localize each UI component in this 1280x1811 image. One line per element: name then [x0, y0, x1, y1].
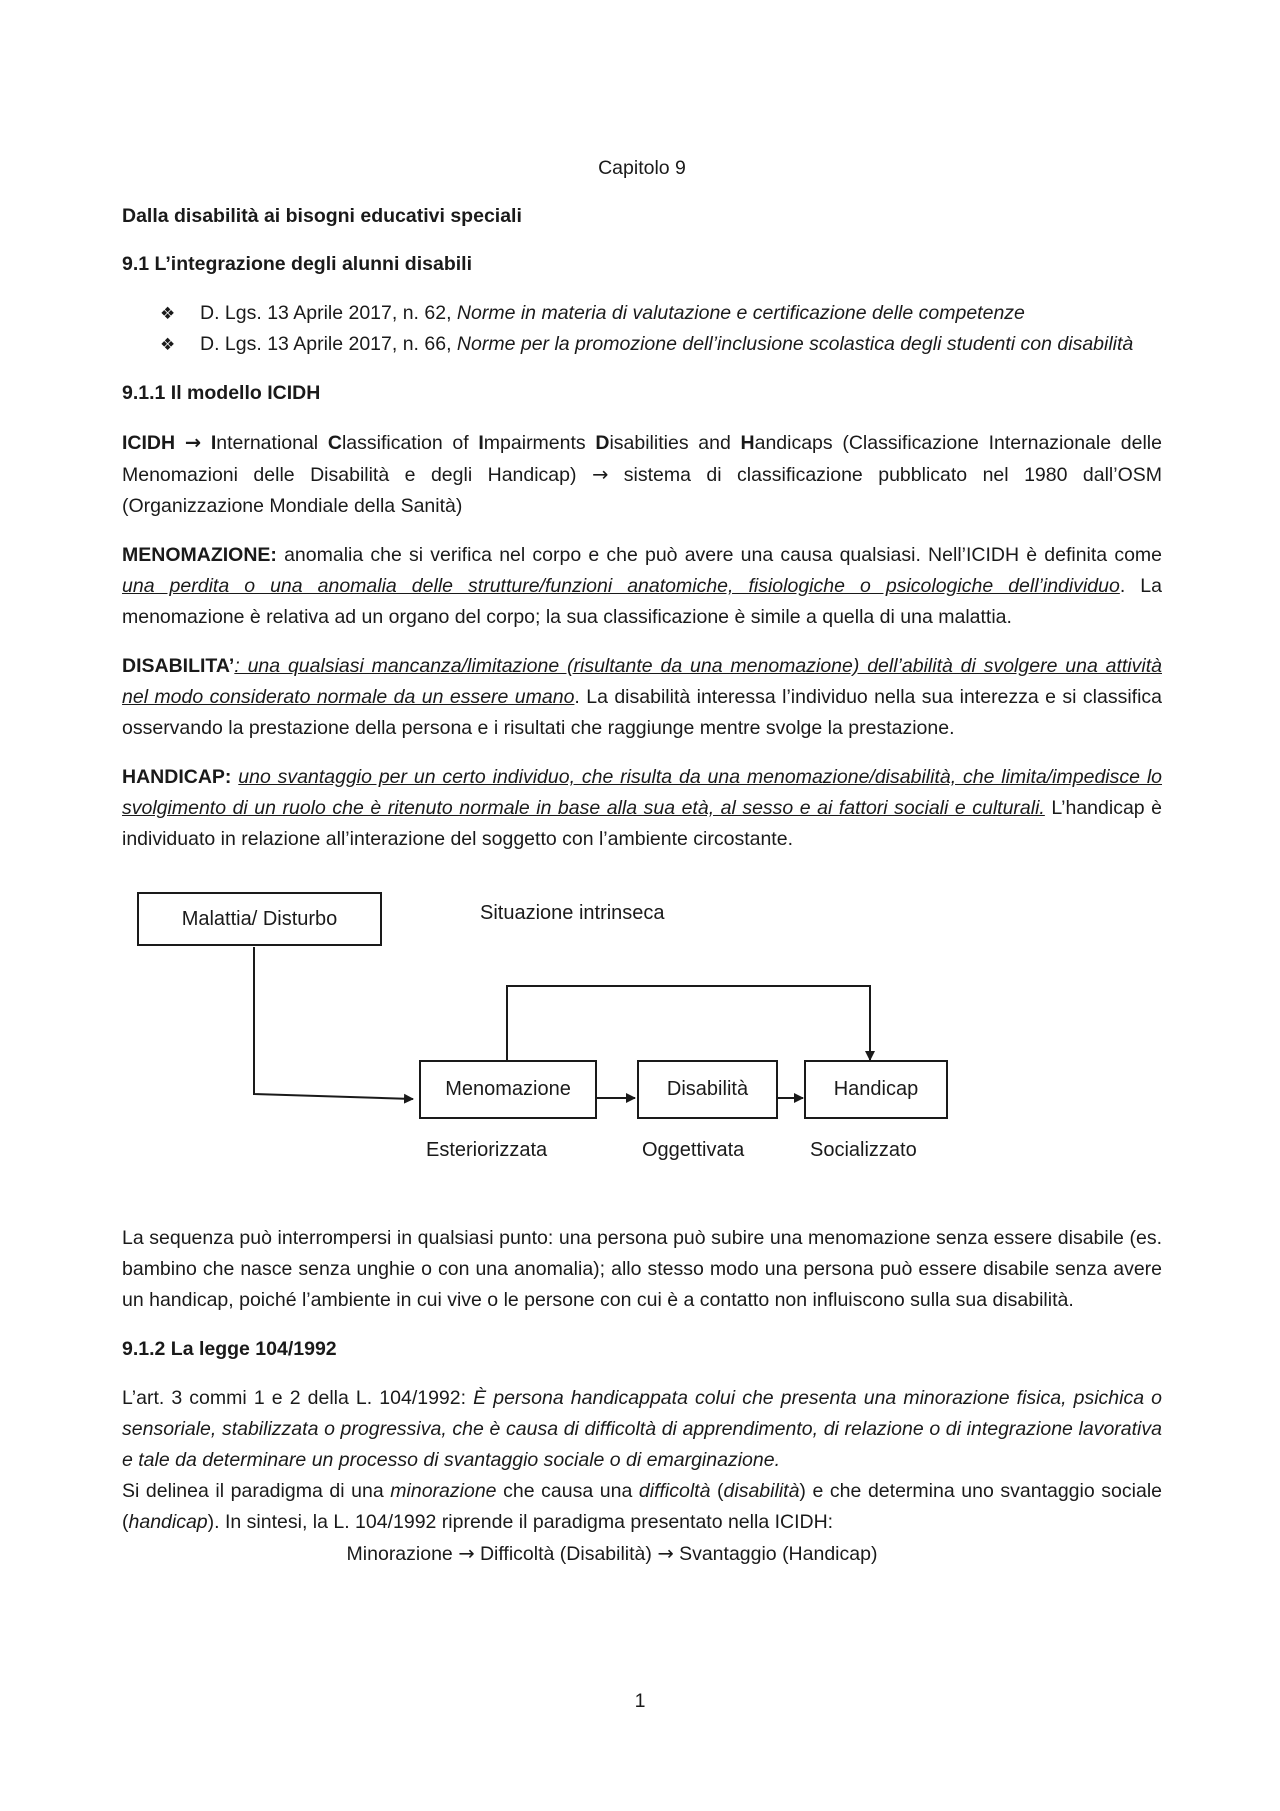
label-situazione-intrinseca: Situazione intrinseca	[480, 902, 665, 924]
definition-text: L’handicap è individuato in relazione all’interazione del soggetto con l’ambiente circostante.	[122, 797, 1163, 850]
chapter-label: Capitolo 9	[598, 157, 686, 179]
acronym-initial: D	[595, 432, 610, 454]
disabilita-paragraph	[122, 651, 1162, 744]
acronym-initial: I	[210, 432, 217, 454]
law-reference-list	[122, 298, 1162, 360]
box-disabilita: Disabilità	[637, 1060, 778, 1119]
sequenza-paragraph: La sequenza può interrompersi in qualsiasi punto: una persona può subire una menomazione senza essere disabile (es. bambino che nasce senza unghie o con una anomalia); allo stesso modo una persona può essere disabile senza avere un handicap, poiché l’ambiente in cui vive o le persone con cui è a contatto non influiscono sulla sua disabilità.	[122, 1227, 1162, 1311]
acronym-initial: C	[327, 432, 342, 454]
icidh-paragraph	[122, 427, 1162, 522]
legge-quote: È persona handicappata colui che presenta una minorazione fisica, psichica o sensoriale, stabilizzata o progressiva, che è causa di difficoltà di apprendimento, di relazione o di integrazione lavorativa e tale da determinare un processo di svantaggio sociale o di emarginazione.	[122, 1387, 1162, 1471]
acronym-word: and	[698, 432, 731, 454]
box-menomazione: Menomazione	[419, 1060, 597, 1119]
legge-intro: L’art. 3 commi 1 e 2 della L. 104/1992:	[122, 1387, 474, 1409]
legge-quote-paragraph	[122, 1383, 1162, 1476]
box-handicap: Handicap	[804, 1060, 948, 1119]
acronym-word: isabilities	[609, 432, 689, 454]
formula-term: Difficoltà (Disabilità)	[474, 1543, 658, 1565]
definition-underlined: : una qualsiasi mancanza/limitazione (risultante da una menomazione) dell’abilità di svolgere una attività nel modo considerato normale da un essere umano	[122, 655, 1162, 708]
arrow-right-icon: →	[184, 431, 202, 454]
disabilita-term: DISABILITA’	[122, 655, 235, 677]
handicap-paragraph	[122, 762, 1162, 855]
list-item-title: Norme per la promozione dell’inclusione scolastica degli studenti con disabilità	[456, 333, 1134, 355]
acronym-initial: I	[478, 432, 484, 454]
formula-term: Minorazione	[346, 1543, 459, 1565]
acronym-initial: H	[740, 432, 755, 454]
menomazione-term: MENOMAZIONE:	[122, 544, 277, 566]
list-item-text: D. Lgs. 13 Aprile 2017, n. 62,	[200, 302, 457, 324]
section-heading-9-1: 9.1 L’integrazione degli alunni disabili	[122, 253, 472, 275]
definition-underlined: uno svantaggio per un certo individuo, che risulta da una menomazione/disabilità, che limita/impedisce lo svolgimento di un ruolo che è ritenuto normale in base alla sua età, al sesso e ai fattori sociali e culturali.	[122, 766, 1162, 819]
paragraph-text: (	[710, 1480, 724, 1502]
diamond-bullet-icon: ❖	[160, 335, 176, 354]
connector-bypass-handicap	[507, 986, 870, 1060]
label-esteriorizzata: Esteriorizzata	[426, 1139, 548, 1161]
acronym-word: mpairments	[483, 432, 586, 454]
paragraph-text: che causa una	[496, 1480, 639, 1502]
paragraph-text: Si delinea il paradigma di una	[122, 1480, 391, 1502]
paradigma-formula	[122, 1538, 1162, 1570]
menomazione-paragraph	[122, 540, 1162, 633]
icidh-translation: (Classificazione Internazionale delle Menomazioni delle Disabilità e degli Handicap)	[122, 432, 1162, 486]
keyword-minorazione: minorazione	[390, 1480, 497, 1502]
list-item	[122, 329, 1162, 360]
definition-text: . La menomazione è relativa ad un organo del corpo; la sua classificazione è simile a quella di una malattia.	[122, 575, 1162, 628]
keyword-disabilita: disabilità	[723, 1480, 800, 1502]
acronym-word: nternational	[216, 432, 319, 454]
section-heading-9-1-2: 9.1.2 La legge 104/1992	[122, 1338, 337, 1360]
formula-term: Svantaggio (Handicap)	[673, 1543, 878, 1565]
list-item	[122, 298, 1162, 329]
list-item-text: D. Lgs. 13 Aprile 2017, n. 66,	[200, 333, 457, 355]
acronym-word: lassification	[341, 432, 443, 454]
box-malattia: Malattia/ Disturbo	[137, 892, 382, 946]
arrow-right-icon: →	[591, 463, 609, 486]
icidh-flow-diagram	[122, 885, 1162, 1215]
icidh-description: sistema di classificazione pubblicato nel 1980 dall’OSM (Organizzazione Mondiale della Sanità)	[122, 464, 1163, 517]
section-heading-9-1-1: 9.1.1 Il modello ICIDH	[122, 382, 321, 404]
page-content	[122, 153, 1162, 1570]
definition-underlined: una perdita o una anomalia delle strutture/funzioni anatomiche, fisiologiche o psicologiche dell’individuo	[122, 575, 1120, 597]
chapter-title: Dalla disabilità ai bisogni educativi speciali	[122, 205, 522, 227]
paragraph-text: ) e che determina uno svantaggio sociale (	[122, 1480, 1162, 1533]
arrow-right-icon: →	[458, 1542, 475, 1565]
keyword-difficolta: difficoltà	[638, 1480, 711, 1502]
label-oggettivata: Oggettivata	[642, 1139, 745, 1161]
definition-text: . La disabilità interessa l’individuo nella sua interezza e si classifica osservando la prestazione della persona e i risultati che raggiunge mentre svolge la prestazione.	[122, 686, 1162, 739]
acronym-word: of	[452, 432, 469, 454]
paragraph-text: ). In sintesi, la L. 104/1992 riprende il paradigma presentato nella ICIDH:	[207, 1511, 834, 1533]
connector-malattia-menomazione	[254, 947, 413, 1099]
label-socializzato: Socializzato	[810, 1139, 917, 1161]
definition-text: anomalia che si verifica nel corpo e che può avere una causa qualsiasi. Nell’ICIDH è definita come	[276, 544, 1162, 566]
paradigma-paragraph	[122, 1476, 1162, 1538]
icidh-term: ICIDH	[122, 432, 176, 454]
list-item-title: Norme in materia di valutazione e certificazione delle competenze	[456, 302, 1025, 324]
diamond-bullet-icon: ❖	[160, 304, 176, 323]
acronym-word: andicaps	[754, 432, 833, 454]
arrow-right-icon: →	[657, 1542, 674, 1565]
handicap-term: HANDICAP:	[122, 766, 232, 788]
keyword-handicap: handicap	[128, 1511, 208, 1533]
page-number: 1	[634, 1690, 646, 1712]
